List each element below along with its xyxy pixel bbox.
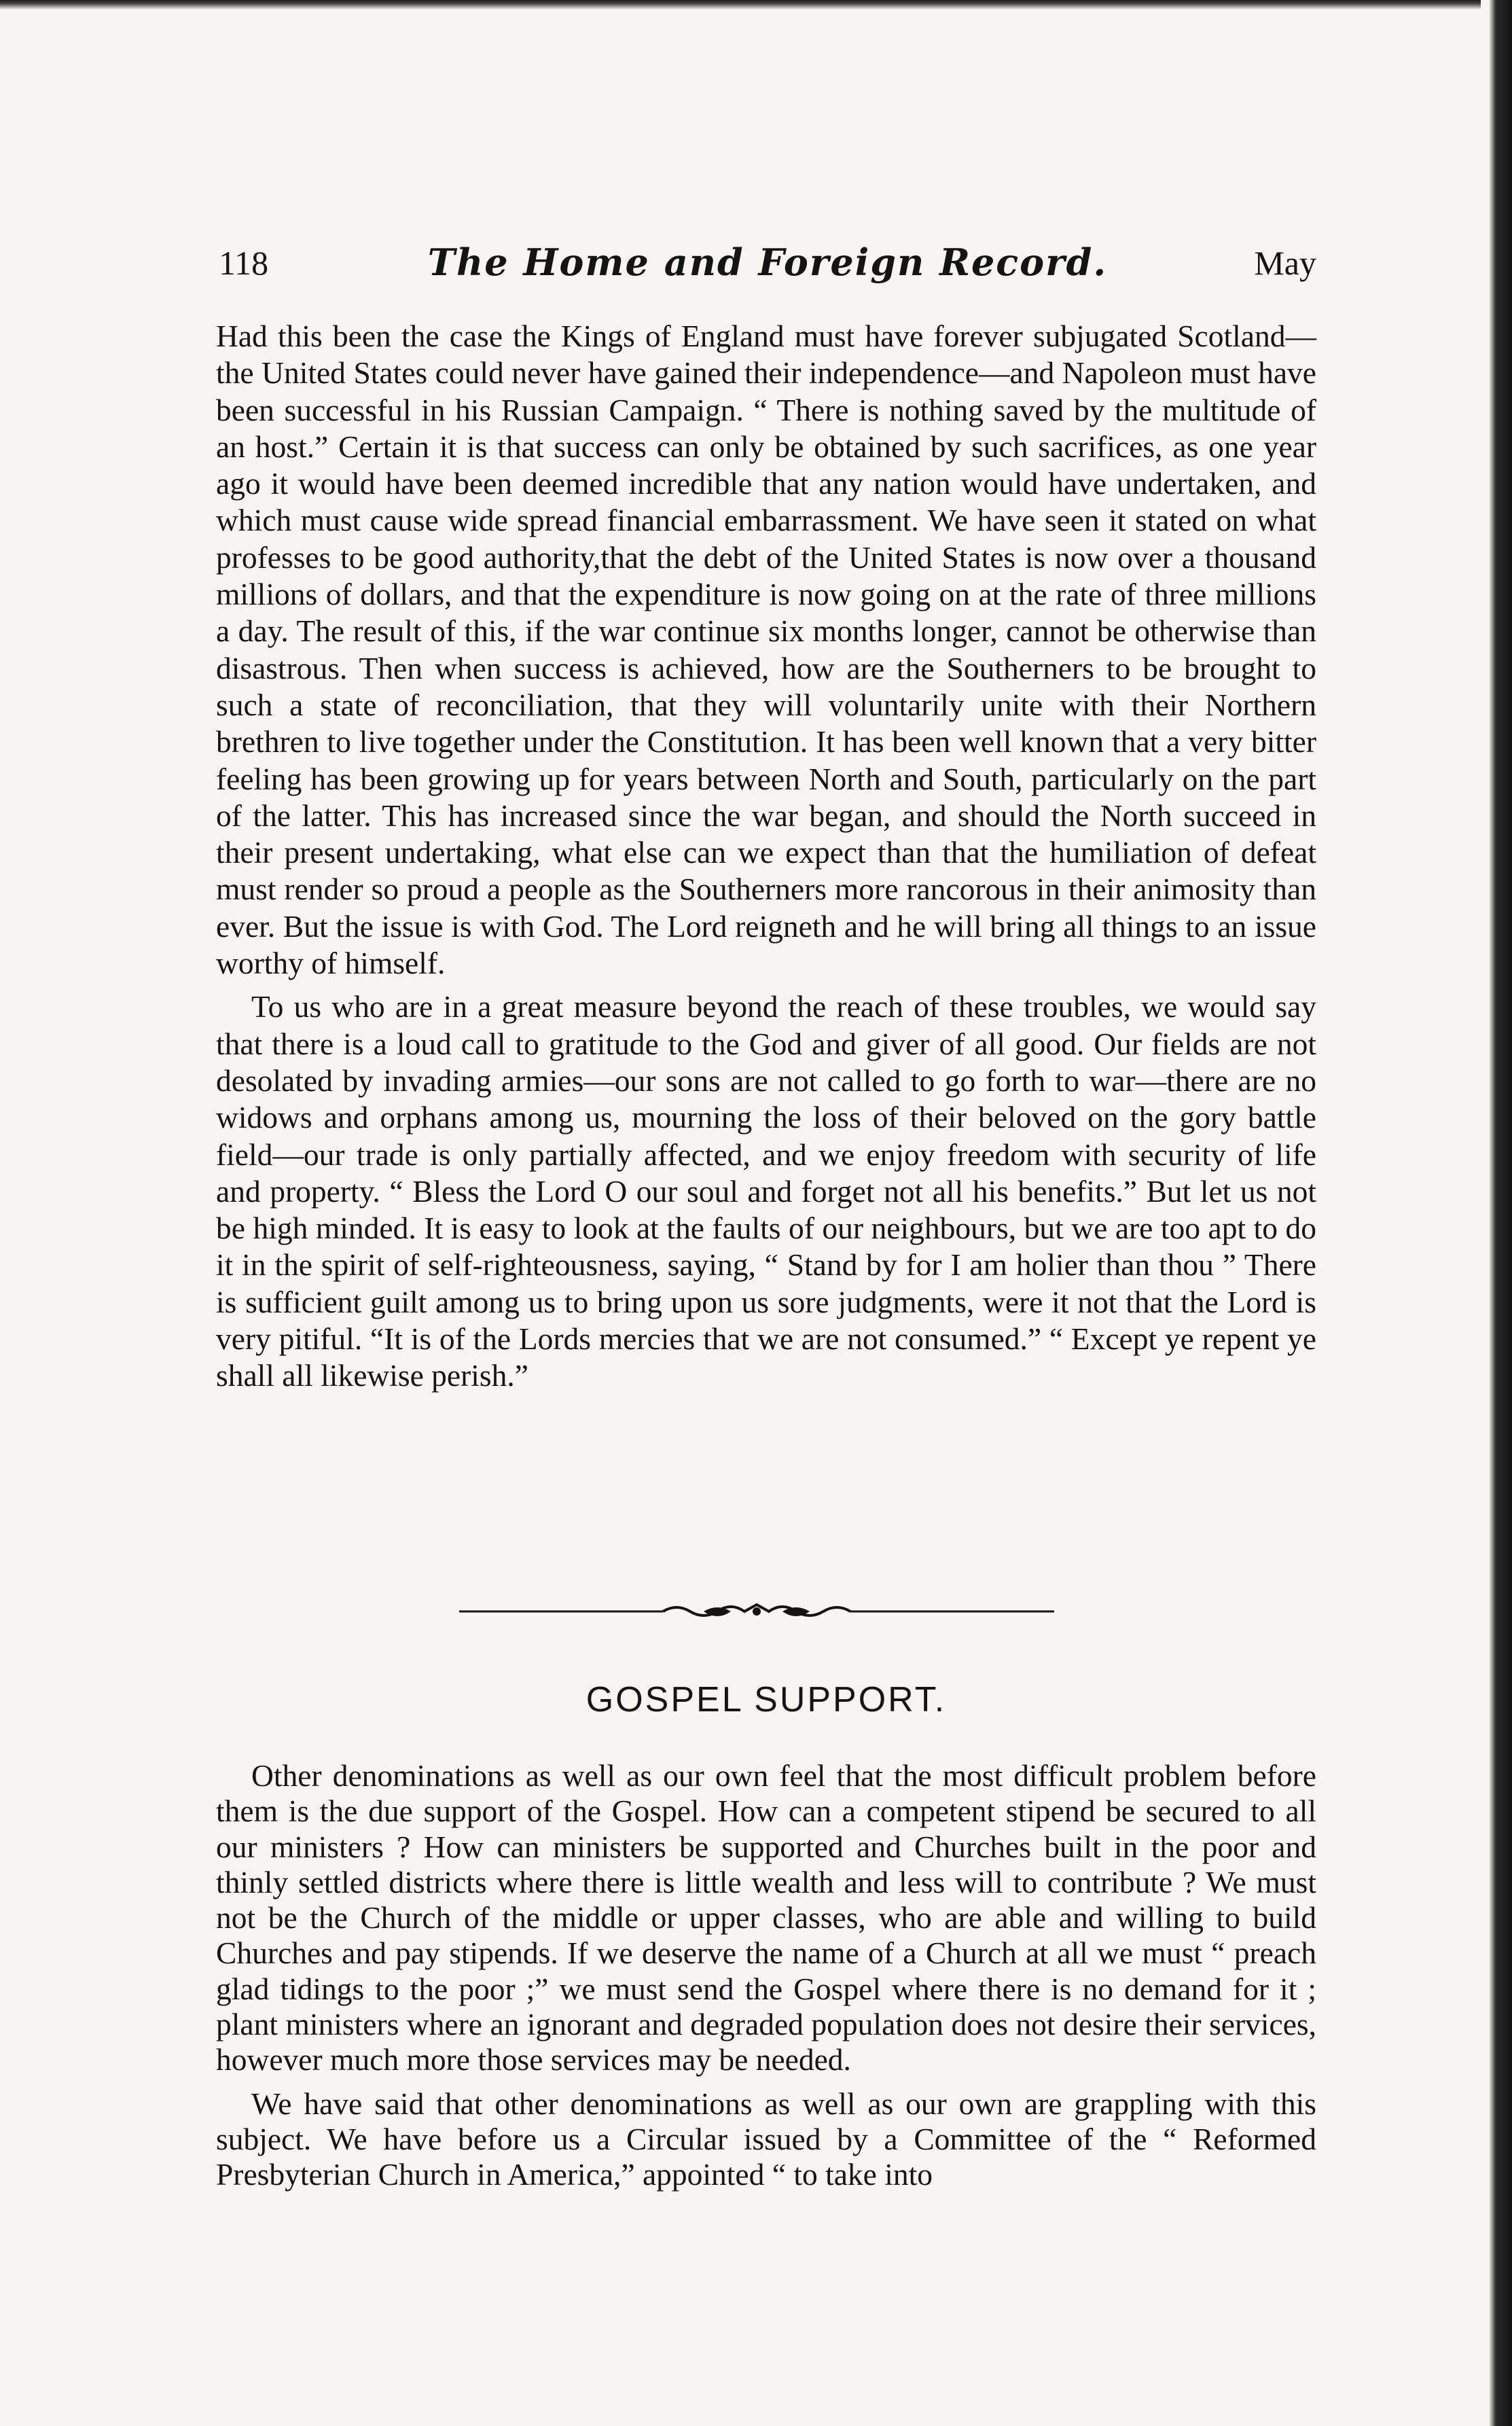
article-gospel-support [216, 1758, 1316, 2193]
paragraph: Had this been the case the Kings of England must have forever subjugated Scotland—the United States could never have gained their independence—and Napoleon must have been successful in his Russian Campaign. “ There is nothing saved by the multitude of an host.” Certain it is that success can only be obtained by such sacrifices, as one year ago it would have been deemed incredible that any nation would have undertaken, and which must cause wide spread financial embarrassment. We have seen it stated on what professes to be good authority,that the debt of the United States is now over a thousand millions of dollars, and that the expenditure is now going on at the rate of three millions a day. The result of this, if the war continue six months longer, cannot be otherwise than disastrous. Then when success is achieved, how are the Southerners to be brought to such a state of reconciliation, that they will voluntarily unite with their Northern brethren to live together under the Constitution. It has been well known that a very bitter feeling has been growing up for years between North and South, particularly on the part of the latter. This has increased since the war began, and should the North succeed in their present undertaking, what else can we expect than that the humiliation of defeat must render so proud a people as the Southerners more rancorous in their animosity than ever. But the issue is with God. The Lord reigneth and he will bring all things to an issue worthy of himself. [216, 319, 1316, 981]
section-divider-ornament [459, 1598, 1054, 1625]
page-number: 118 [219, 244, 269, 282]
running-month: May [1254, 244, 1316, 282]
page-header [219, 238, 1316, 292]
paragraph: To us who are in a great measure beyond the reach of these troubles, we would say that there is a loud call to gratitude to the God and giver of all good. Our fields are not desolated by invading armies—our sons are not called to go forth to war—there are no widows and orphans among us, mourning the loss of their beloved on the gory battle field—our trade is only partially affected, and we enjoy freedom with security of life and property. “ Bless the Lord O our soul and forget not all his benefits.” But let us not be high minded. It is easy to look at the faults of our neighbours, but we are too apt to do it in the spirit of self-righteousness, saying, “ Stand by for I am holier than thou ” There is sufficient guilt among us to bring upon us sore judgments, were it not that the Lord is very pitiful. “It is of the Lords mercies that we are not consumed.” “ Except ye repent ye shall all likewise perish.” [216, 989, 1316, 1393]
running-title: The Home and Foreign Record. [427, 240, 1108, 284]
paragraph: We have said that other denominations as well as our own are grappling with this subject. We have before us a Circular issued by a Committee of the “ Reformed Presbyterian Church in America,” appointed “ to take into [216, 2086, 1316, 2192]
page-binding-edge [1489, 0, 1512, 2426]
article-continued [216, 318, 1316, 1395]
paragraph: Other denominations as well as our own feel that the most difficult problem before them is the due support of the Gospel. How can a competent stipend be secured to all our ministers ? How can ministers be supported and Churches built in the poor and thinly settled districts where there is little wealth and less will to contribute ? We must not be the Church of the middle or upper classes, who are able and willing to build Churches and pay stipends. If we deserve the name of a Church at all we must “ preach glad tidings to the poor ;” we must send the Gospel where there is no demand for it ; plant ministers where an ignorant and degraded population does not desire their services, however much more those services may be needed. [216, 1758, 1316, 2077]
section-heading: GOSPEL SUPPORT. [586, 1680, 947, 1719]
page-top-edge [0, 0, 1481, 10]
